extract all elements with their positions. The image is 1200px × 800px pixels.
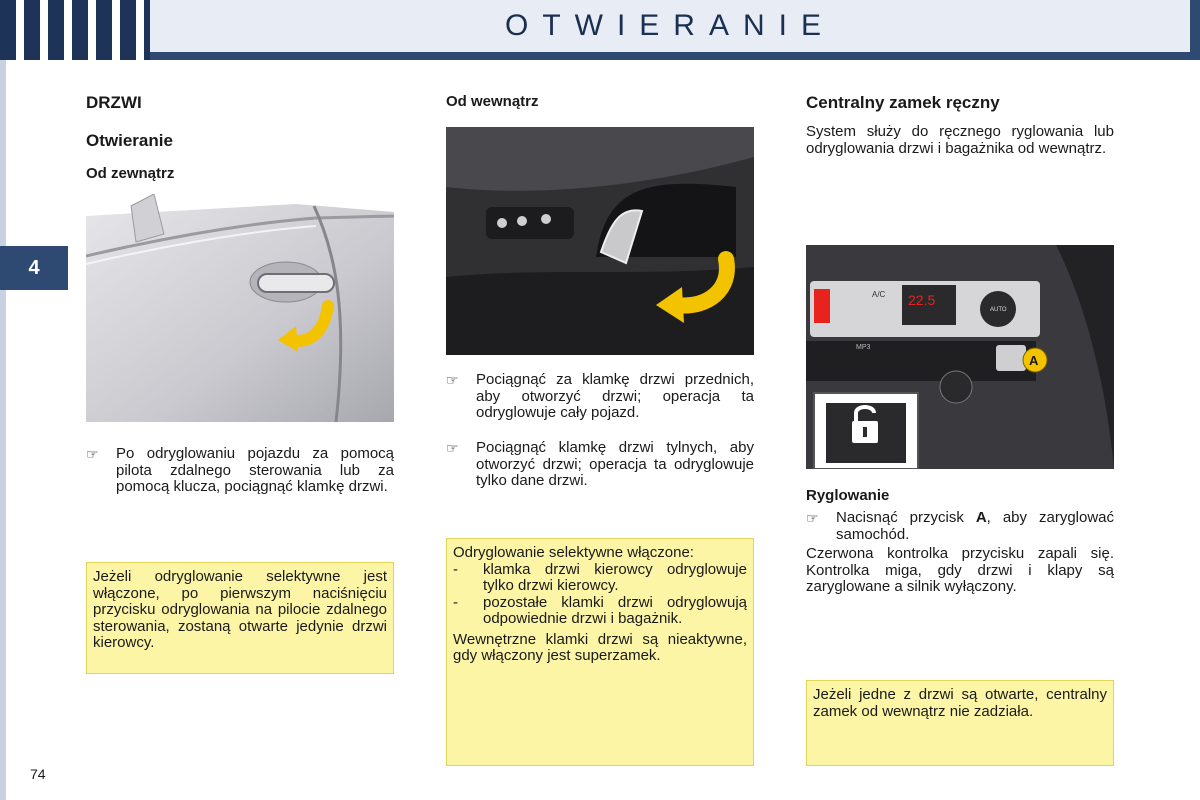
subheading-otwieranie: Otwieranie [86, 131, 173, 150]
heading-central-lock: Centralny zamek ręczny [806, 93, 1000, 112]
note-list-item: - klamka drzwi kierowcy odryglowuje tylko drzwi kierowcy. [453, 560, 747, 594]
note-selective-enabled: Odryglowanie selektywne włączone: - klamka drzwi kierowcy odryglowuje tylko drzwi kierowcy. - pozostałe klamki drzwi odryglowują odpowiednie drzwi i bagażnik. Wewnętrzne klamki drzwi są nieaktywne, gdy włączony jest superzamek. [446, 538, 754, 766]
door-exterior-image [86, 194, 394, 422]
mp3-label: MP3 [856, 344, 871, 351]
auto-label: AUTO [990, 307, 1007, 313]
subsection-ryglowanie: Ryglowanie [806, 487, 890, 504]
door-interior-image [446, 127, 754, 355]
temp-display: 22.5 [908, 292, 936, 308]
ac-label: A/C [872, 290, 886, 299]
lock-indicator-text: Czerwona kontrolka przycisku zapali się. Kontrolka miga, gdy drzwi i klapy są zaryglowane a silnik wyłączony. [806, 545, 1114, 595]
left-margin-rule [0, 60, 6, 800]
page-number: 74 [30, 766, 46, 782]
callout-a-icon: A [1029, 353, 1039, 368]
heading-drzwi: DRZWI [86, 93, 142, 112]
section-od-zewnatrz: Od zewnątrz [86, 165, 175, 182]
dashboard-image [806, 245, 1114, 469]
hand-pointer-icon: ☞ [446, 372, 459, 388]
bullet-rear-door: ☞ Pociągnąć klamkę drzwi tylnych, aby otworzyć drzwi; operacja ta odryglowuje tylko dane drzwi. [446, 439, 754, 489]
page-header [0, 0, 1200, 60]
note-selective: Jeżeli odryglowanie selektywne jest włączone, po pierwszym naciśnięciu przycisku odryglowania na pilocie zdalnego sterowania, zostaną otwarte jedynie drzwi kierowcy. [86, 562, 394, 674]
hand-pointer-icon: ☞ [86, 446, 99, 462]
bullet-exterior: ☞ Po odryglowaniu pojazdu za pomocą pilota zdalnego sterowania lub za pomocą klucza, pociągnąć klamkę drzwi. [86, 445, 394, 495]
note-list-item: - pozostałe klamki drzwi odryglowują odpowiednie drzwi i bagażnik. [453, 593, 747, 627]
bullet-front-door: ☞ Pociągnąć za klamkę drzwi przednich, aby otworzyć drzwi; operacja ta odryglowuje cały pojazd. [446, 371, 754, 421]
hand-pointer-icon: ☞ [806, 510, 819, 526]
central-lock-intro: System służy do ręcznego ryglowania lub odryglowania drzwi i bagażnika od wewnątrz. [806, 123, 1114, 157]
page-title: OTWIERANIE [150, 0, 1190, 52]
section-od-wewnatrz: Od wewnątrz [446, 93, 539, 110]
hand-pointer-icon: ☞ [446, 440, 459, 456]
note-door-open: Jeżeli jedne z drzwi są otwarte, centralny zamek od wewnątrz nie zadziała. [806, 680, 1114, 766]
header-stripes [0, 0, 150, 60]
chapter-tab: 4 [0, 246, 68, 290]
bullet-lock: ☞ Nacisnąć przycisk A, aby zaryglować samochód. [806, 509, 1115, 543]
